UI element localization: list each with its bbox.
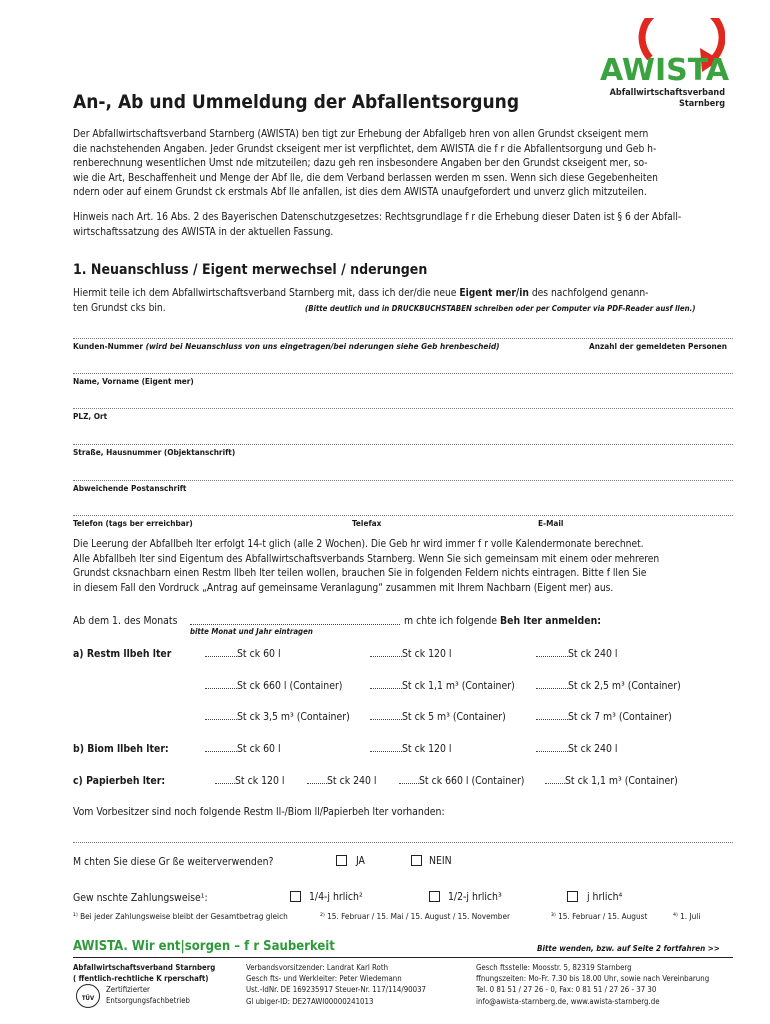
post-line[interactable] xyxy=(73,480,733,481)
intro-line: Der Abfallwirtschaftsverband Starnberg (AWISTA) ben tigt zur Erhebung der Abfallgeb hren von allen Grundst ckseigent mern xyxy=(73,129,649,140)
footer-col-1 xyxy=(73,962,215,984)
awista-logo xyxy=(520,18,730,113)
papier-item[interactable]: St ck 120 l xyxy=(215,775,285,788)
restmuell-label: a) Restm llbeh lter xyxy=(73,648,172,660)
leerung-line: Grundst cksnachbarn einen Restm llbeh lter teilen wollen, brauchen Sie in folgenden Feldern nichts eintragen. Bitte f llen Sie xyxy=(73,568,647,580)
leerung-paragraph xyxy=(73,538,733,596)
quarterly-label: 1/4-j hrlich² xyxy=(308,891,363,903)
section-1-owner: Eigent mer/in xyxy=(459,288,529,299)
tuv-seal-text: TÜV xyxy=(81,995,95,1002)
restmuell-item[interactable]: St ck 60 l xyxy=(205,648,281,661)
ab-dem-text-c: Beh lter anmelden: xyxy=(500,615,601,627)
footer-line: Gesch ftsstelle: Moosstr. 5, 82319 Starnberg xyxy=(476,963,632,972)
papier-item[interactable]: St ck 1,1 m³ (Container) xyxy=(545,775,678,788)
restmuell-item[interactable]: St ck 120 l xyxy=(370,648,452,661)
biomuell-item[interactable]: St ck 60 l xyxy=(205,743,281,756)
telefon-line[interactable] xyxy=(73,515,733,516)
leerung-line: Alle Abfallbeh lter sind Eigentum des Abfallwirtschaftsverbands Starnberg. Wenn Sie sich gemeinsam mit einem oder mehreren xyxy=(73,553,660,565)
vorbesitzer-line[interactable] xyxy=(73,842,733,843)
intro-line: die nachstehenden Angaben. Jeder Grundst ckseigent mer ist verpflichtet, dem AWISTA die f r die Abfallentsorgung und Geb h- xyxy=(73,143,657,155)
name-line[interactable] xyxy=(73,373,733,374)
nein-checkbox[interactable] xyxy=(411,855,422,866)
zahlung-question: Gew nschte Zahlungsweise¹: xyxy=(73,892,208,904)
hint-line: wirtschaftssatzung des AWISTA in der aktuellen Fassung. xyxy=(73,226,334,238)
telefax-label: Telefax xyxy=(352,518,382,528)
restmuell-item[interactable]: St ck 2,5 m³ (Container) xyxy=(536,680,681,693)
halfyearly-checkbox[interactable] xyxy=(429,891,440,902)
section-1-heading: 1. Neuanschluss / Eigent merwechsel / nderungen xyxy=(73,262,428,278)
post-label: Abweichende Postanschrift xyxy=(73,483,187,493)
footer-line: info@awista-starnberg.de, www.awista-starnberg.de xyxy=(476,996,660,1006)
strasse-line[interactable] xyxy=(73,444,733,445)
ab-dem-hint: bitte Monat und Jahr eintragen xyxy=(190,627,313,636)
restmuell-item[interactable]: St ck 240 l xyxy=(536,648,618,661)
footer-org: Abfallwirtschaftsverband Starnberg xyxy=(73,963,216,972)
telefon-label: Telefon (tags ber erreichbar) xyxy=(73,518,193,528)
restmuell-item[interactable]: St ck 7 m³ (Container) xyxy=(536,711,672,724)
privacy-hint xyxy=(73,211,733,240)
quarterly-checkbox[interactable] xyxy=(290,891,301,902)
hint-line: Hinweis nach Art. 16 Abs. 2 des Bayerischen Datenschutzgesetzes: Rechtsgrundlage f r die Erhebung dieser Daten ist § 6 der Abfall- xyxy=(73,212,682,223)
footer-line: Tel. 0 81 51 / 27 26 - 0, Fax: 0 81 51 / 27 26 - 37 30 xyxy=(476,985,657,995)
footer-org-type: ( ffentlich-rechtliche K rperschaft) xyxy=(73,974,209,984)
restmuell-item[interactable]: St ck 3,5 m³ (Container) xyxy=(205,711,350,724)
intro-paragraph xyxy=(73,128,733,201)
leerung-line: in diesem Fall den Vordruck „Antrag auf gemeinsame Veranlagung“ zusammen mit Ihrem Nachbarn (Eigent mer) aus. xyxy=(73,582,614,594)
footer-line: Gesch fts- und Werkleiter: Peter Wiedemann xyxy=(246,974,402,984)
biomuell-item[interactable]: St ck 240 l xyxy=(536,743,618,756)
papier-item[interactable]: St ck 660 l (Container) xyxy=(399,775,524,788)
footer-cert-1: Zertifizierter xyxy=(106,985,150,994)
weiter-question: M chten Sie diese Gr ße weiterverwenden? xyxy=(73,856,274,868)
footer-cert-2: Entsorgungsfachbetrieb xyxy=(106,996,190,1006)
footer-line: Gl ubiger-ID: DE27AWI00000241013 xyxy=(246,996,374,1006)
anzahl-label: Anzahl der gemeldeten Personen xyxy=(589,341,728,351)
vorbesitzer-text: Vom Vorbesitzer sind noch folgende Restm ll-/Biom ll/Papierbeh lter vorhanden: xyxy=(73,806,445,818)
biomuell-label: b) Biom llbeh lter: xyxy=(73,743,169,755)
plz-label: PLZ, Ort xyxy=(73,411,108,421)
bitte-wenden: Bitte wenden, bzw. auf Seite 2 fortfahren >> xyxy=(537,944,720,953)
kunden-label-text: Kunden-Nummer xyxy=(73,341,144,351)
ab-dem-input[interactable] xyxy=(190,624,400,625)
yearly-label: j hrlich⁴ xyxy=(586,891,623,903)
footer-line: Verbandsvorsitzender: Landrat Karl Roth xyxy=(246,963,389,972)
leerung-line: Die Leerung der Abfallbeh lter erfolgt 14-t glich (alle 2 Wochen). Die Geb hr wird immer f r volle Kalendermonate berechnet. xyxy=(73,539,644,550)
papier-label: c) Papierbeh lter: xyxy=(73,775,166,787)
nein-option[interactable] xyxy=(411,855,452,868)
yearly-checkbox[interactable] xyxy=(567,891,578,902)
footer-line: ffnungszeiten: Mo-Fr. 7.30 bis 18.00 Uhr, sowie nach Vereinbarung xyxy=(476,974,710,984)
biomuell-item[interactable]: St ck 120 l xyxy=(370,743,452,756)
ab-dem-text xyxy=(404,615,601,628)
ja-option[interactable] xyxy=(336,855,365,868)
ja-checkbox[interactable] xyxy=(336,855,347,866)
footer-line: Ust.-IdNr. DE 169235917 Steuer-Nr. 117/114/90037 xyxy=(246,985,427,995)
plz-line[interactable] xyxy=(73,408,733,409)
ab-dem-label: Ab dem 1. des Monats xyxy=(73,615,178,627)
restmuell-item[interactable]: St ck 1,1 m³ (Container) xyxy=(370,680,515,693)
zahlung-option-halfyearly[interactable] xyxy=(429,891,502,904)
halfyearly-label: 1/2-j hrlich³ xyxy=(447,891,502,903)
section-1-text-a: Hiermit teile ich dem Abfallwirtschaftsverband Starnberg mit, dass ich der/die neue xyxy=(73,288,460,299)
footer-col-2 xyxy=(246,962,426,1007)
logo-org: Abfallwirtschaftsverband xyxy=(609,88,725,98)
kunden-line[interactable] xyxy=(73,338,733,339)
email-label: E-Mail xyxy=(538,518,564,528)
intro-line: wie die Art, Beschaffenheit und Menge der Abf lle, die dem Verband berlassen werden m ssen. Wenn sich diese Gegebenheiten xyxy=(73,172,658,184)
zahlung-option-yearly[interactable] xyxy=(567,891,622,904)
print-note: (Bitte deutlich und in DRUCKBUCHSTABEN schreiben oder per Computer via PDF-Reader ausf llen.) xyxy=(305,304,696,313)
papier-item[interactable]: St ck 240 l xyxy=(307,775,377,788)
intro-line: ndern oder auf einem Grundst ck erstmals Abf lle anfallen, ist dies dem AWISTA unaufgefordert und unverz glich mitzuteilen. xyxy=(73,187,647,199)
ab-dem-text-b: m chte ich folgende xyxy=(404,615,501,627)
page-title: An-, Ab und Ummeldung der Abfallentsorgung xyxy=(73,91,520,113)
intro-line: renberechnung wesentlichen Umst nde mitzuteilen; dazu geh ren insbesondere Angaben ber den Grundst ckseigent mer, so- xyxy=(73,158,648,170)
footer-col-3 xyxy=(476,962,709,1007)
footnote-4: ⁴⁾ 1. Juli xyxy=(673,911,701,921)
footer-cert xyxy=(106,984,190,1006)
slogan: AWISTA. Wir ent|sorgen – f r Sauberkeit xyxy=(73,939,335,954)
kunden-label xyxy=(73,341,500,351)
zahlung-option-quarterly[interactable] xyxy=(290,891,363,904)
footer-rule xyxy=(73,957,733,958)
footnote-1: ¹⁾ Bei jeder Zahlungsweise bleibt der Gesamtbetrag gleich xyxy=(73,911,288,921)
logo-wordmark: AWISTA xyxy=(600,53,730,88)
restmuell-item[interactable]: St ck 5 m³ (Container) xyxy=(370,711,506,724)
name-label: Name, Vorname (Eigent mer) xyxy=(73,376,194,386)
restmuell-item[interactable]: St ck 660 l (Container) xyxy=(205,680,342,693)
nein-label: NEIN xyxy=(428,855,452,867)
kunden-hint: (wird bei Neuanschluss von uns eingetragen/bei nderungen siehe Geb hrenbescheid) xyxy=(145,341,500,351)
section-1-text-c: des nachfolgend genann- xyxy=(528,288,649,299)
tuv-seal xyxy=(76,984,100,1008)
footnote-3: ³⁾ 15. Februar / 15. August xyxy=(551,911,648,921)
logo-place: Starnberg xyxy=(678,99,725,109)
footnote-2: ²⁾ 15. Februar / 15. Mai / 15. August / 15. November xyxy=(320,911,511,921)
strasse-label: Straße, Hausnummer (Objektanschrift) xyxy=(73,447,236,457)
section-1-text-2: ten Grundst cks bin. xyxy=(73,302,166,314)
ja-label: JA xyxy=(355,855,365,867)
